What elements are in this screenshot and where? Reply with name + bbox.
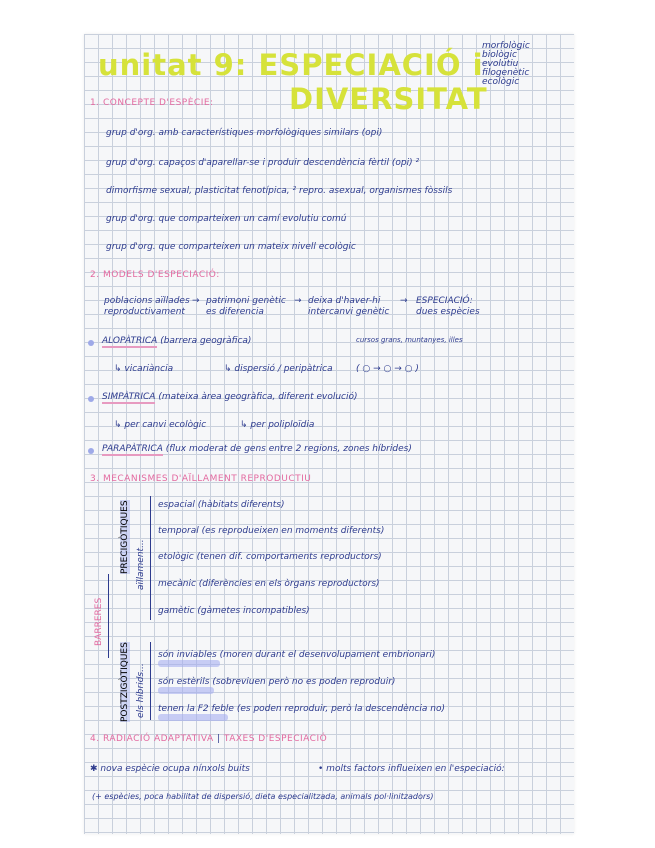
barriers-label: BARRERES [94, 597, 104, 646]
side-note-item: morfològic [482, 41, 530, 51]
concept-item: dimorfisme sexual, plasticitat fenotípica, ² repro. asexual, organismes fòssils [106, 186, 453, 196]
brace-line [150, 496, 151, 620]
flow-step: ESPECIACIÓ: dues espècies [416, 296, 480, 317]
highlight-mark [158, 660, 220, 667]
bullet-line: • molts factors influeixen en l'especiació: [318, 764, 505, 774]
concept-item: grup d'org. que comparteixen un camí evolutiu comú [106, 214, 347, 224]
concept-item: grup d'org. amb característiques morfològiques similars (opi) [106, 128, 383, 138]
alopatrica-sub: ↳ vicariància [114, 364, 174, 374]
isolation-label: aïllament... [136, 539, 146, 590]
arrow-icon: → [294, 296, 302, 306]
brace-line [108, 574, 109, 658]
section-heading: 3. MECANISMES D'AÏLLAMENT REPRODUCTIU [90, 474, 312, 484]
alopatrica-note: cursos grans, muntanyes, illes [356, 336, 463, 344]
prezygotic-item: mecànic (diferències en els òrgans reproductors) [158, 579, 380, 589]
prezygotic-item: gamètic (gàmetes incompatibles) [158, 606, 310, 616]
brace-line [150, 642, 151, 720]
arrow-icon: → [192, 296, 200, 306]
concept-item: grup d'org. que comparteixen un mateix nivell ecològic [106, 242, 356, 252]
page-title-line2: DIVERSITAT [289, 82, 488, 116]
flow-step: poblacions aïllades reproductivament [104, 296, 190, 317]
section-heading: 2. MODELS D'ESPECIACIÓ: [90, 270, 220, 280]
highlight-mark [158, 687, 214, 694]
bullet-line: ✱ nova espècie ocupa nínxols buits [90, 764, 250, 774]
concept-item: grup d'org. capaços d'aparellar-se i produir descendència fèrtil (opi) ² [106, 158, 420, 168]
postzygotic-item: tenen la F2 feble (es poden reproduir, però la descendència no) [158, 704, 445, 714]
side-note-item: biològic [482, 50, 517, 60]
notebook-page [84, 34, 574, 834]
section-heading: 4. RADIACIÓ ADAPTATIVA | TAXES D'ESPECIACIÓ [90, 734, 328, 744]
bullet-icon [88, 396, 94, 402]
prezygotic-item: espacial (hàbitats diferents) [158, 500, 285, 510]
prezygotic-item: etològic (tenen dif. comportaments reproductors) [158, 552, 382, 562]
alopatrica-line: ALOPÀTRICA (barrera geogràfica) [102, 336, 252, 346]
highlight-mark [158, 714, 228, 721]
parapatrica-line: PARAPÀTRICA (flux moderat de gens entre 2 regions, zones híbrides) [102, 444, 412, 454]
section-heading: 1. CONCEPTE D'ESPÈCIE: [90, 98, 214, 108]
flow-step: deixa d'haver-hi intercanvi genètic [308, 296, 390, 317]
simpatrica-sub: ↳ per poliploïdia [240, 420, 315, 430]
precygotic-label: PRECIGÒTIQUES [120, 500, 130, 574]
side-note [482, 42, 530, 87]
postzygotic-item: són estèrils (sobreviuen però no es poden reproduir) [158, 677, 396, 687]
hybrids-label: els híbrids... [136, 663, 146, 718]
postzygotic-label: POSTZIGÒTIQUES [120, 642, 130, 722]
prezygotic-item: temporal (es reprodueixen en moments diferents) [158, 526, 385, 536]
simpatrica-sub: ↳ per canvi ecològic [114, 420, 207, 430]
bullet-icon [88, 340, 94, 346]
arrow-icon: → [400, 296, 408, 306]
side-note-item: evolutiu [482, 59, 519, 69]
simpatrica-line: SIMPÀTRICA (mateixa àrea geogràfica, diferent evolució) [102, 392, 358, 402]
alopatrica-sub: ↳ dispersió / peripàtrica [224, 364, 333, 374]
bullet-icon [88, 448, 94, 454]
dispersion-cycle: ( ○ → ○ → ○ ) [356, 364, 419, 374]
side-note-item: filogenètic [482, 68, 530, 78]
side-note-item: ecològic [482, 77, 520, 87]
page-title: unitat 9: ESPECIACIÓ i [98, 48, 484, 82]
postzygotic-item: són inviables (moren durant el desenvolupament embrionari) [158, 650, 436, 660]
factors-line: (+ espècies, poca habilitat de dispersió, dieta especialitzada, animals pol·linitzadors) [92, 792, 434, 801]
flow-step: patrimoni genètic es diferencia [206, 296, 286, 317]
